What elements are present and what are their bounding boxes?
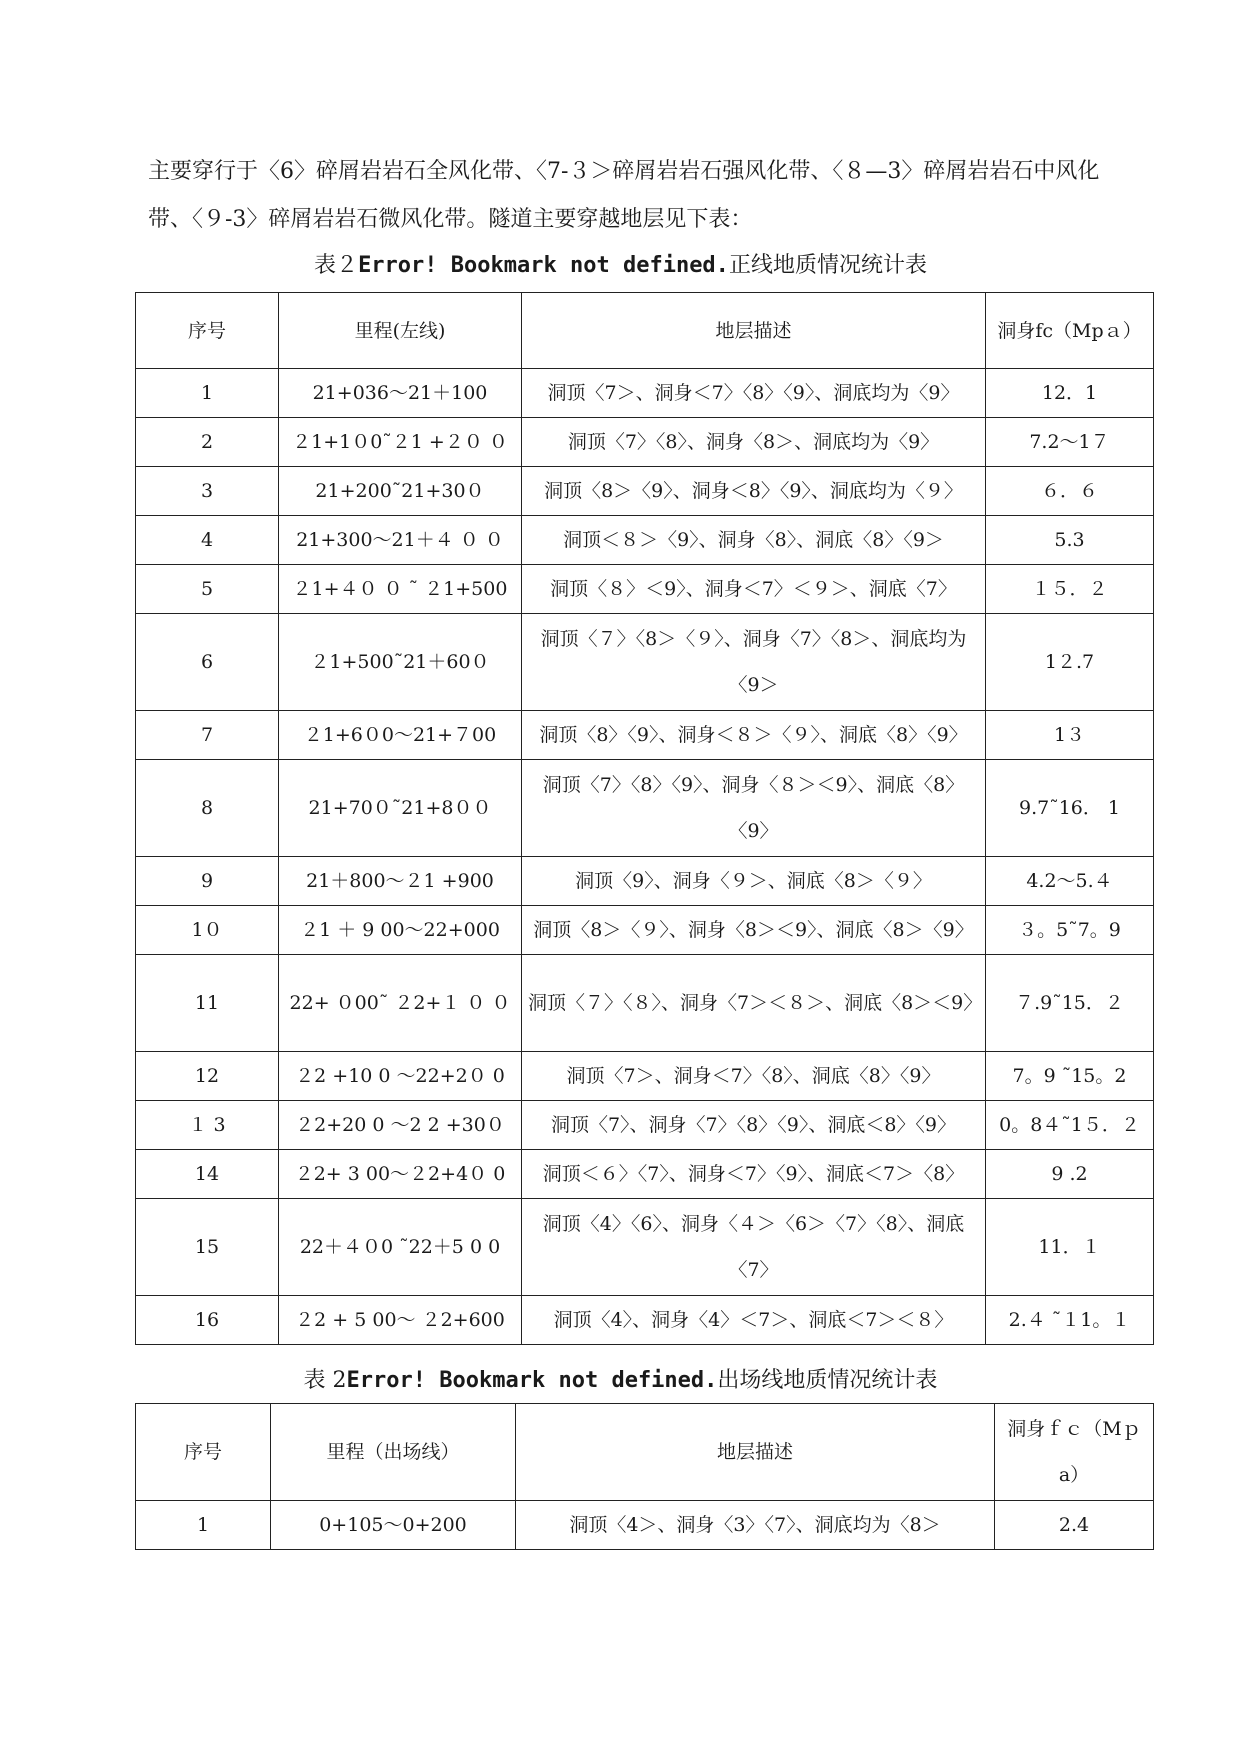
table2-caption-prefix: 表 2: [303, 1368, 347, 1393]
cell-index: 16: [136, 1296, 279, 1345]
table-row: [136, 565, 1154, 614]
cell-index: 6: [136, 614, 279, 711]
cell-mileage: ２2 + 5 00～ ２2+600: [279, 1296, 522, 1345]
table-row: [136, 711, 1154, 760]
cell-index: 3: [136, 467, 279, 516]
cell-mileage: 22＋４０0 ˜22＋5 0 0: [279, 1199, 522, 1296]
table-row: [136, 1199, 1154, 1296]
table-row: [136, 955, 1154, 1052]
cell-mileage: ２1 ＋ 9 00～22+000: [279, 906, 522, 955]
col-header-fc: 洞身fc（Mpａ）: [986, 293, 1154, 369]
cell-fc: ７.9˜15．２: [986, 955, 1154, 1052]
cell-index: 1: [136, 1501, 271, 1550]
cell-mileage: ２1+6０0～21+７00: [279, 711, 522, 760]
cell-fc: 4.2～5.４: [986, 857, 1154, 906]
table-row: [136, 1052, 1154, 1101]
cell-fc: 11．１: [986, 1199, 1154, 1296]
cell-index: 1: [136, 369, 279, 418]
table-row: [136, 369, 1154, 418]
col-header-strata: 地层描述: [522, 293, 986, 369]
table2-header-row: [136, 1404, 1154, 1501]
intro-paragraph: 主要穿行于〈6〉碎屑岩岩石全风化带、〈7-３＞碎屑岩岩石强风化带、〈８—3〉碎屑岩岩石中风化带、〈９-3〉碎屑岩岩石微风化带。隧道主要穿越地层见下表：: [148, 159, 1100, 232]
cell-strata: 洞顶〈8＞〈９〉、洞身〈8＞＜9〉、洞底〈8＞〈9〉: [522, 906, 986, 955]
cell-fc: 9.7˜16． 1: [986, 760, 1154, 857]
table2-caption-error: Error! Bookmark not defined.: [346, 1368, 718, 1393]
cell-strata: 洞顶〈7＞、洞身＜7〉〈8〉、洞底〈8〉〈9〉: [522, 1052, 986, 1101]
cell-strata: 洞顶〈7〉〈8〉、洞身〈8＞、洞底均为〈9〉: [522, 418, 986, 467]
cell-fc: 5.3: [986, 516, 1154, 565]
table1-caption-suffix: 正线地质情况统计表: [728, 253, 927, 278]
table1-caption-prefix: 表２: [314, 253, 359, 278]
cell-mileage: 21+200˜21+30０: [279, 467, 522, 516]
cell-fc: １５．２: [986, 565, 1154, 614]
cell-index: 2: [136, 418, 279, 467]
col-header-mileage: 里程(左线): [279, 293, 522, 369]
table-row: [136, 418, 1154, 467]
col-header-index: 序号: [136, 1404, 271, 1501]
table2-caption-suffix: 出场线地质情况统计表: [717, 1368, 938, 1393]
cell-mileage: 21+300～21＋４ ０ ０: [279, 516, 522, 565]
cell-strata: 洞顶〈4＞、洞身〈3〉〈7〉、洞底均为〈8＞: [516, 1501, 995, 1550]
table-row: [136, 906, 1154, 955]
table-row: [136, 760, 1154, 857]
table-row: [136, 467, 1154, 516]
table1-caption: [0, 248, 1241, 279]
cell-fc: ６．６: [986, 467, 1154, 516]
cell-strata: 洞顶〈7＞、洞身＜7〉〈8〉〈9〉、洞底均为〈9〉: [522, 369, 986, 418]
cell-mileage: 21＋800～２1 +900: [279, 857, 522, 906]
cell-strata: 洞顶〈9〉、洞身〈９＞、洞底〈8＞〈９〉: [522, 857, 986, 906]
cell-strata: 洞顶〈7〉、洞身〈7〉〈8〉〈9〉、洞底＜8〉〈9〉: [522, 1101, 986, 1150]
cell-fc: 9 .2: [986, 1150, 1154, 1199]
cell-fc: 7。9 ˜15。2: [986, 1052, 1154, 1101]
cell-index: 5: [136, 565, 279, 614]
cell-mileage: ２2 +10 0 ～22+2０ 0: [279, 1052, 522, 1101]
cell-strata: 洞顶＜８＞〈9〉、洞身〈8〉、洞底〈8〉〈9＞: [522, 516, 986, 565]
table-row: [136, 1101, 1154, 1150]
cell-mileage: ２1+1０0˜２1 +２０ ０: [279, 418, 522, 467]
cell-mileage: 0+105～0+200: [271, 1501, 516, 1550]
table1-caption-error: Error! Bookmark not defined.: [358, 253, 729, 278]
cell-index: 12: [136, 1052, 279, 1101]
cell-index: 14: [136, 1150, 279, 1199]
table-row: [136, 1150, 1154, 1199]
cell-strata: 洞顶〈8＞〈9〉、洞身＜8〉〈9〉、洞底均为〈９〉: [522, 467, 986, 516]
cell-fc: 1３: [986, 711, 1154, 760]
table2-caption: [0, 1363, 1241, 1394]
cell-mileage: ２2+ 3 00～２2+4０ 0: [279, 1150, 522, 1199]
cell-strata: 洞顶〈７〉〈８〉、洞身〈7＞＜８＞、洞底〈8＞＜9〉: [522, 955, 986, 1052]
col-header-index: 序号: [136, 293, 279, 369]
cell-index: 11: [136, 955, 279, 1052]
cell-mileage: ２1+500˜21＋60０: [279, 614, 522, 711]
cell-strata: 洞顶〈7〉〈8〉〈9〉、洞身〈８＞＜9〉、洞底〈8〉〈9〉: [522, 760, 986, 857]
col-header-strata: 地层描述: [516, 1404, 995, 1501]
cell-mileage: 22+ ０00˜ ２2+１ ０ ０: [279, 955, 522, 1052]
cell-index: 7: [136, 711, 279, 760]
cell-mileage: 21+70０˜21+8００: [279, 760, 522, 857]
cell-index: １ 3: [136, 1101, 279, 1150]
cell-index: 8: [136, 760, 279, 857]
cell-strata: 洞顶〈4〉〈6〉、洞身〈４＞〈6＞〈7〉〈8〉、洞底〈7〉: [522, 1199, 986, 1296]
cell-strata: 洞顶〈７〉〈8＞〈９〉、洞身〈7〉〈8＞、洞底均为〈9＞: [522, 614, 986, 711]
col-header-mileage: 里程（出场线）: [271, 1404, 516, 1501]
cell-fc: 12．1: [986, 369, 1154, 418]
cell-index: 1０: [136, 906, 279, 955]
col-header-fc: 洞身ｆｃ（Mｐa）: [995, 1404, 1154, 1501]
table1-header-row: [136, 293, 1154, 369]
cell-index: 4: [136, 516, 279, 565]
cell-mileage: 21+036～21＋100: [279, 369, 522, 418]
cell-strata: 洞顶〈８〉＜9〉、洞身＜7〉＜９＞、洞底〈7〉: [522, 565, 986, 614]
cell-fc: ３。5˜7。9: [986, 906, 1154, 955]
cell-mileage: ２2+20 0 ～2 2 +30０: [279, 1101, 522, 1150]
table1-geology-mainline: [135, 292, 1154, 1345]
cell-mileage: ２1+４０ ０ ˜ ２1+500: [279, 565, 522, 614]
cell-fc: 2.４ ˜１1。１: [986, 1296, 1154, 1345]
cell-fc: 7.2～1７: [986, 418, 1154, 467]
cell-fc: 1２.7: [986, 614, 1154, 711]
cell-index: 9: [136, 857, 279, 906]
table-row: [136, 1501, 1154, 1550]
cell-fc: 0。8４˜1５．２: [986, 1101, 1154, 1150]
table-row: [136, 857, 1154, 906]
cell-strata: 洞顶〈4〉、洞身〈4〉＜7＞、洞底＜7＞＜８〉: [522, 1296, 986, 1345]
cell-strata: 洞顶〈8〉〈9〉、洞身＜８＞〈９〉、洞底〈8〉〈9〉: [522, 711, 986, 760]
cell-fc: 2.4: [995, 1501, 1154, 1550]
cell-index: 15: [136, 1199, 279, 1296]
table-row: [136, 614, 1154, 711]
table-row: [136, 516, 1154, 565]
table-row: [136, 1296, 1154, 1345]
cell-strata: 洞顶＜６〉〈7〉、洞身＜7〉〈9〉、洞底＜7＞〈8〉: [522, 1150, 986, 1199]
table2-geology-exitline: [135, 1403, 1154, 1550]
